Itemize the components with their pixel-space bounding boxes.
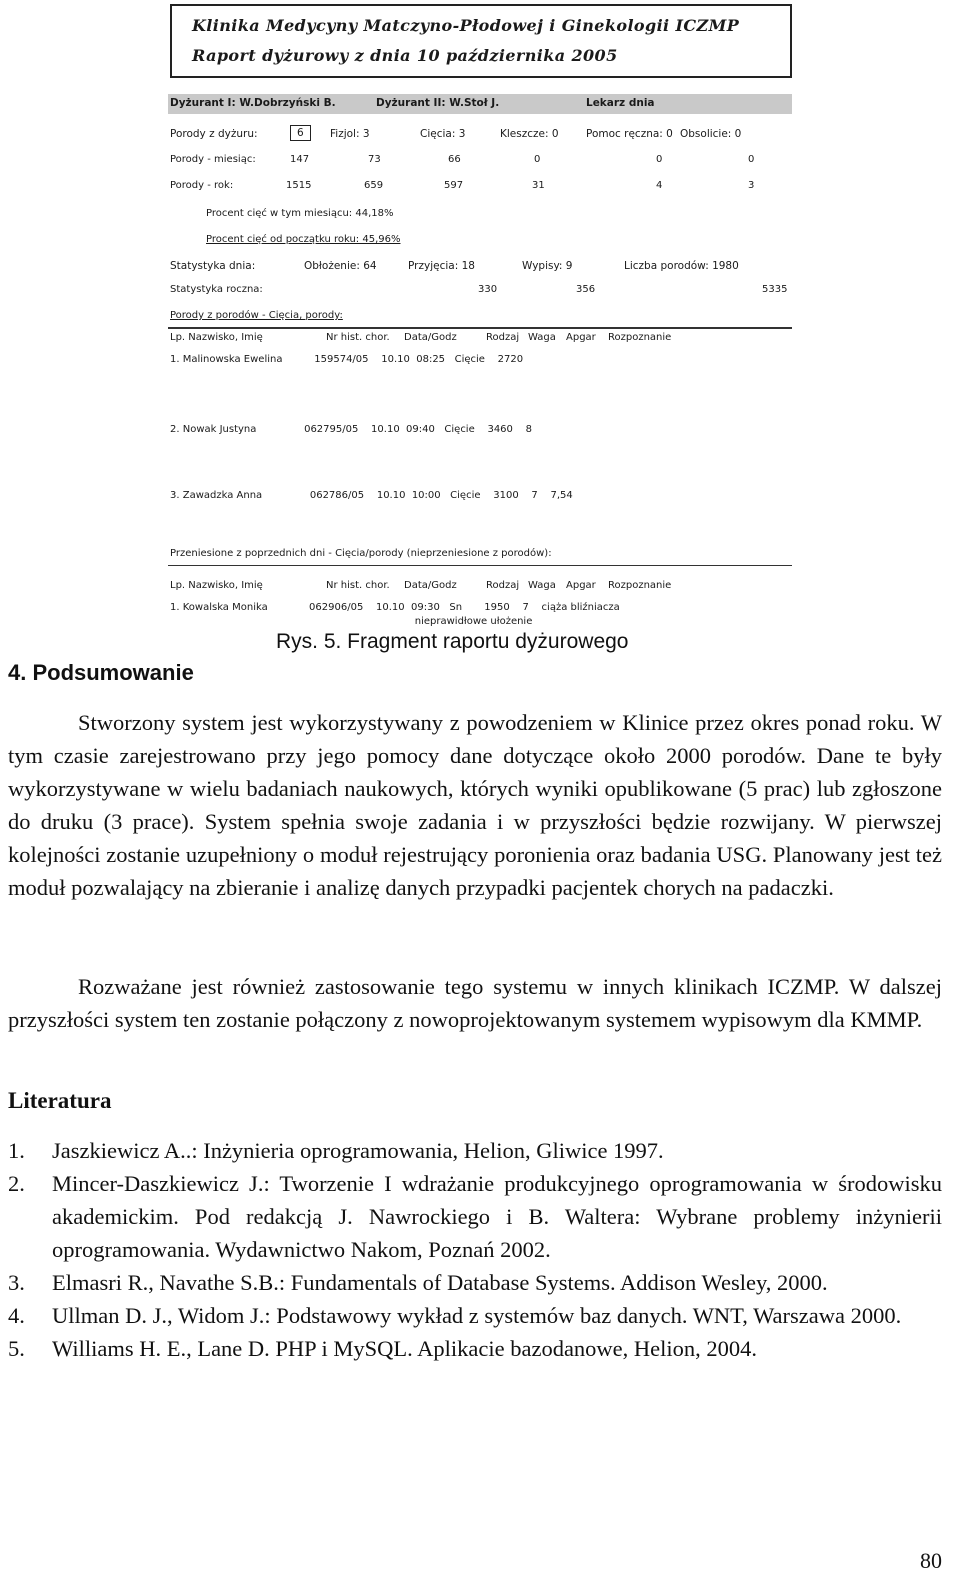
porody-item: Fizjol: 3: [330, 128, 370, 140]
table-row-text: 2. Nowak Justyna 062795/05 10.10 09:40 Cięcie 3460 8: [170, 424, 532, 435]
table-row-text: nieprawidłowe ułożenie: [170, 616, 533, 627]
reference-item: [8, 1134, 942, 1167]
section1-title: Porody z porodów - Cięcia, porody:: [170, 310, 343, 321]
table-row-text: 1. Malinowska Ewelina 159574/05 10.10 08:25 Cięcie 2720: [170, 354, 524, 365]
table-header: [168, 332, 792, 348]
stats-row: [168, 260, 792, 276]
stats-label: Statystyka roczna:: [170, 284, 263, 295]
reference-text: Jaszkiewicz A..: Inżynieria oprogramowania, Helion, Gliwice 1997.: [52, 1138, 664, 1163]
cell: 31: [532, 180, 545, 191]
column-header: Rozpoznanie: [608, 580, 672, 591]
report-header-bar: [168, 94, 792, 114]
reference-number: 4.: [8, 1303, 25, 1328]
reference-item: [8, 1299, 942, 1332]
paragraph: Stworzony system jest wykorzystywany z powodzeniem w Klinice przez okres ponad roku. W tym czasie zarejestrowano przy jego pomocy dane dotyczące około 2000 porodów. Dane te były wykorzystywane w wielu badaniach naukowych, których wyniki opublikowane (5 prac) lub zgłoszone do druku (3 prace). System spełnia swoje zadania i w przyszłości będzie rozwijany. W pierwszej kolejności zostanie uzupełniony o moduł rejestrujący poronienia oraz badania USG. Planowany jest też moduł pozwalający na zbieranie i analizę danych przypadki pacjentek chorych na padaczki.: [8, 710, 942, 900]
dyzurant-2: Dyżurant II: W.Stoł J.: [376, 97, 500, 109]
report-title-box: [170, 4, 792, 78]
cell: 66: [448, 154, 461, 165]
table-header: [168, 580, 792, 596]
porody-miesiac-row: [168, 154, 792, 170]
cell: 356: [576, 284, 596, 295]
reference-text: Elmasri R., Navathe S.B.: Fundamentals of Database Systems. Addison Wesley, 2000.: [52, 1270, 828, 1295]
porody-rok-row: [168, 180, 792, 196]
reference-number: 1.: [8, 1138, 25, 1163]
stats-item: Liczba porodów: 1980: [624, 260, 739, 272]
reference-item: [8, 1332, 942, 1365]
column-header: Waga: [528, 580, 556, 591]
cell: 5335: [762, 284, 788, 295]
cell: 330: [478, 284, 498, 295]
cell: 0: [748, 154, 755, 165]
cell: 73: [368, 154, 381, 165]
report-figure: [168, 4, 800, 638]
stats-item: Wypisy: 9: [522, 260, 573, 272]
lekarz-dnia: Lekarz dnia: [586, 97, 655, 109]
cell: 0: [534, 154, 541, 165]
column-header: Data/Godz: [404, 332, 457, 343]
pct-year: Procent cięć od początku roku: 45,96%: [206, 234, 401, 245]
table-row: [168, 354, 792, 370]
literature-heading: Literatura: [8, 1088, 112, 1113]
stats-item: Obłożenie: 64: [304, 260, 377, 272]
report-title: Klinika Medycyny Matczyno-Płodowej i Ginekologii ICZMP: [192, 16, 740, 35]
section1-title-row: [168, 310, 792, 326]
column-header: Rodzaj: [486, 580, 520, 591]
divider: [168, 565, 792, 566]
table-row-text: 3. Zawadzka Anna 062786/05 10.10 10:00 Cięcie 3100 7 7,54: [170, 490, 573, 501]
section2-title: Przeniesione z poprzednich dni - Cięcia/porody (nieprzeniesione z porodów):: [170, 548, 552, 559]
cell: 3: [748, 180, 755, 191]
porody-item: Cięcia: 3: [420, 128, 466, 140]
row-label: Porody - miesiąc:: [170, 154, 256, 165]
table-row: [168, 424, 792, 440]
column-header: Waga: [528, 332, 556, 343]
column-header: Nr hist. chor.: [326, 332, 390, 343]
reference-text: Mincer-Daszkiewicz J.: Tworzenie I wdrażanie produkcyjnego oprogramowania w środowisku akademickim. Pod redakcją J. Nawrockiego i B. Waltera: Wybrane problemy inżynierii oprogramowania. Wydawnictwo Nakom, Poznań 2002.: [52, 1171, 942, 1262]
stats-item: Przyjęcia: 18: [408, 260, 475, 272]
page-number: 80: [920, 1548, 942, 1573]
dyzurant-1: Dyżurant I: W.Dobrzyński B.: [170, 97, 336, 109]
porody-item: Obsolicie: 0: [680, 128, 742, 140]
section-heading: 4. Podsumowanie: [8, 660, 194, 685]
reference-number: 5.: [8, 1336, 25, 1361]
column-header: Apgar: [566, 580, 596, 591]
cell: 659: [364, 180, 384, 191]
reference-text: Ullman D. J., Widom J.: Podstawowy wykład z systemów baz danych. WNT, Warszawa 2000.: [52, 1303, 902, 1328]
column-header: Rodzaj: [486, 332, 520, 343]
stats-label: Statystyka dnia:: [170, 260, 256, 272]
report-subtitle: Raport dyżurowy z dnia 10 października 2005: [192, 46, 618, 65]
column-header: Rozpoznanie: [608, 332, 672, 343]
column-header: Lp. Nazwisko, Imię: [170, 332, 263, 343]
reference-number: 2.: [8, 1171, 25, 1196]
pct-month: Procent cięć w tym miesiącu: 44,18%: [206, 208, 394, 219]
reference-number: 3.: [8, 1270, 25, 1295]
reference-list: [8, 1134, 942, 1365]
section2-title-row: [168, 548, 792, 564]
cell: 0: [656, 154, 663, 165]
porody-value: 6: [290, 125, 311, 141]
stats-year-row: [168, 284, 792, 300]
porody-row: [168, 128, 792, 144]
porody-label: Porody z dyżuru:: [170, 128, 258, 140]
porody-item: Pomoc ręczna: 0: [586, 128, 673, 140]
reference-item: [8, 1266, 942, 1299]
divider: [168, 327, 792, 329]
figure-caption: Rys. 5. Fragment raportu dyżurowego: [276, 630, 629, 653]
table-row: [168, 490, 792, 506]
cell: 4: [656, 180, 663, 191]
column-header: Nr hist. chor.: [326, 580, 390, 591]
column-header: Data/Godz: [404, 580, 457, 591]
pct-row: [168, 234, 792, 250]
column-header: Lp. Nazwisko, Imię: [170, 580, 263, 591]
porody-item: Kleszcze: 0: [500, 128, 559, 140]
cell: 1515: [286, 180, 312, 191]
reference-item: [8, 1167, 942, 1266]
table-row-text: 1. Kowalska Monika 062906/05 10.10 09:30 Sn 1950 7 ciąża bliźniacza: [170, 602, 620, 613]
cell: 147: [290, 154, 310, 165]
row-label: Porody - rok:: [170, 180, 234, 191]
paragraph: Rozważane jest również zastosowanie tego systemu w innych klinikach ICZMP. W dalszej przyszłości system ten zostanie połączony z nowoprojektowanym systemem wypisowym dla KMMP.: [8, 974, 942, 1032]
cell: 597: [444, 180, 464, 191]
reference-text: Williams H. E., Lane D. PHP i MySQL. Aplikacie bazodanowe, Helion, 2004.: [52, 1336, 758, 1361]
column-header: Apgar: [566, 332, 596, 343]
pct-row: [168, 208, 792, 224]
